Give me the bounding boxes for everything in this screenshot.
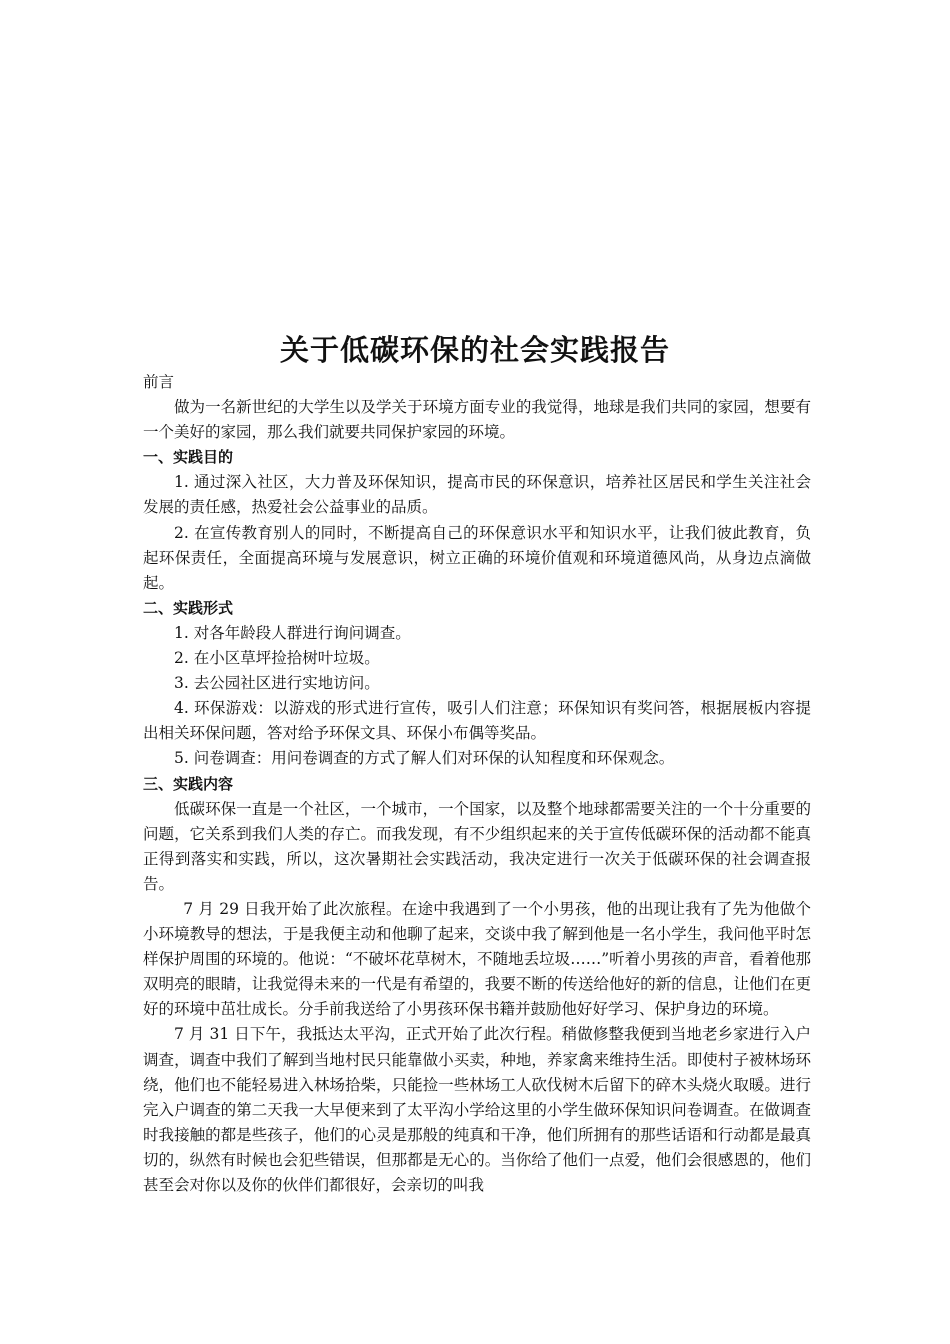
document-body (143, 370, 811, 1198)
form-item: 1. 对各年龄段人群进行询问调查。 (174, 623, 411, 642)
preface-paragraph: 做为一名新世纪的大学生以及学关于环境方面专业的我觉得，地球是我们共同的家园，想要有一个美好的家园，那么我们就要共同保护家园的环境。 (143, 398, 811, 442)
preface-label: 前言 (143, 373, 175, 391)
form-item: 3. 去公园社区进行实地访问。 (174, 674, 380, 693)
section-heading-content: 三、实践内容 (143, 774, 234, 793)
purpose-item: 1. 通过深入社区，大力普及环保知识，提高市民的环保意识，培养社区居民和学生关注社会发展的责任感，热爱社会公益事业的品质。 (143, 473, 811, 517)
section-heading-purpose: 一、实践目的 (143, 448, 234, 467)
content-paragraph: 低碳环保一直是一个社区，一个城市，一个国家，以及整个地球都需要关注的一个十分重要的问题，它关系到我们人类的存亡。而我发现，有不少组织起来的关于宣传低碳环保的活动都不能真正得到落实和实践，所以，这次暑期社会实践活动，我决定进行一次关于低碳环保的社会调查报告。 (143, 799, 811, 893)
form-item: 5. 问卷调查：用问卷调查的方式了解人们对环保的认知程度和环保观念。 (174, 749, 675, 768)
section-heading-form: 二、实践形式 (143, 598, 234, 617)
purpose-item: 2. 在宣传教育别人的同时，不断提高自己的环保意识水平和知识水平，让我们彼此教育，负起环保责任，全面提高环境与发展意识，树立正确的环境价值观和环境道德风尚，从身边点滴做起。 (143, 523, 811, 592)
form-item: 2. 在小区草坪捡拾树叶垃圾。 (174, 649, 380, 668)
content-paragraph: 7 月 31 日下午，我抵达太平沟，正式开始了此次行程。稍做修整我便到当地老乡家进行入户调查，调查中我们了解到当地村民只能靠做小买卖，种地，养家禽来维持生活。即使村子被林场环绕，他们也不能轻易进入林场拾柴，只能捡一些林场工人砍伐树木后留下的碎木头烧火取暖。进行完入户调查的第二天我一大早便来到了太平沟小学给这里的小学生做环保知识问卷调查。在做调查时我接触的都是些孩子，他们的心灵是那般的纯真和干净，他们所拥有的那些话语和行动都是最真切的，纵然有时候也会犯些错误，但那都是无心的。当你给了他们一点爱，他们会很感恩的，他们甚至会对你以及你的伙伴们都很好，会亲切的叫我 (143, 1025, 811, 1194)
page-title: 关于低碳环保的社会实践报告 (279, 333, 670, 367)
content-paragraph: 7 月 29 日我开始了此次旅程。在途中我遇到了一个小男孩，他的出现让我有了先为他做个小环境教导的想法，于是我便主动和他聊了起来，交谈中我了解到他是一名小学生，我问他平时怎样保护周围的环境的。他说：“不破坏花草树木，不随地丢垃圾……”听着小男孩的声音，看着他那双明亮的眼睛，让我觉得未来的一代是有希望的，我要不断的传送给他好的新的信息，让他们在更好的环境中茁壮成长。分手前我送给了小男孩环保书籍并鼓励他好好学习、保护身边的环境。 (143, 899, 811, 1019)
form-item: 4. 环保游戏：以游戏的形式进行宣传，吸引人们注意；环保知识有奖问答，根据展板内容提出相关环保问题，答对给予环保文具、环保小布偶等奖品。 (143, 699, 811, 743)
